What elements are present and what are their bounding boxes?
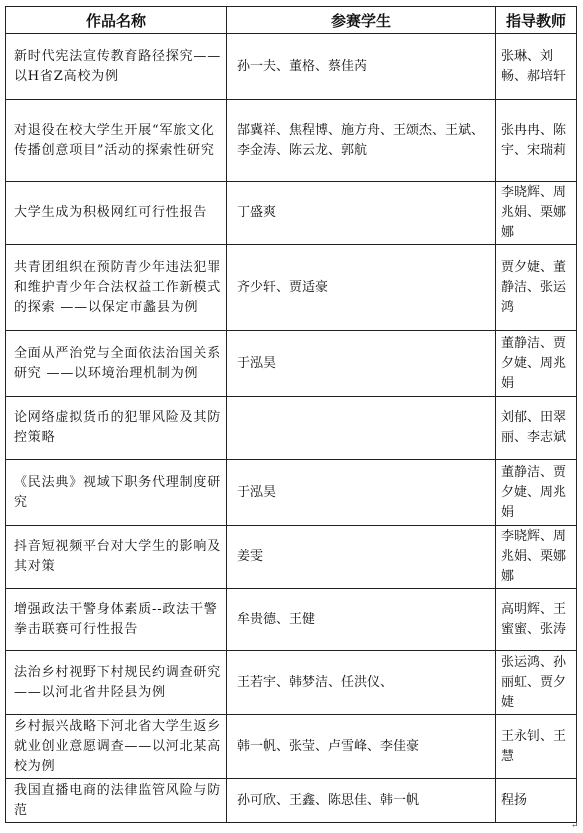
advisors-cell: 张琳、刘畅、郝培轩 [496, 34, 577, 100]
table-header-row [6, 7, 577, 34]
advisors-cell: 董静洁、贾夕婕、周兆娟 [496, 460, 577, 526]
advisors-cell: 张运鸿、孙丽虹、贾夕婕 [496, 651, 577, 715]
paragraph-mark-icon: ↵ [571, 821, 579, 831]
header-work: 作品名称 [6, 7, 227, 34]
work-title: 《民法典》视域下职务代理制度研究 [6, 460, 227, 526]
table-row [6, 651, 577, 715]
advisors-cell: 贾夕婕、董静洁、张运鸿 [496, 245, 577, 331]
advisors-cell: 张冉冉、陈宇、宋瑞莉 [496, 100, 577, 182]
work-title: 抖音短视频平台对大学生的影响及其对策 [6, 526, 227, 589]
students-cell: 孙一夫、董格、蔡佳芮 [227, 34, 496, 100]
students-cell: 郜冀祥、焦程博、施方舟、王颂杰、王斌、李金涛、陈云龙、郭航 [227, 100, 496, 182]
table-row [6, 100, 577, 182]
advisors-cell: 王永钊、王慧 [496, 715, 577, 779]
advisors-cell: 高明辉、王蜜蜜、张涛 [496, 589, 577, 651]
table-row [6, 526, 577, 589]
students-cell: 孙可欣、王鑫、陈思佳、韩一帆 [227, 779, 496, 823]
work-title: 我国直播电商的法律监管风险与防范 [6, 779, 227, 823]
work-title: 乡村振兴战略下河北省大学生返乡就业创业意愿调查——以河北某高校为例 [6, 715, 227, 779]
work-title: 论网络虚拟货币的犯罪风险及其防控策略 [6, 397, 227, 460]
table-row [6, 182, 577, 245]
table-row [6, 34, 577, 100]
advisors-cell: 刘郁、田翠丽、李志斌 [496, 397, 577, 460]
work-title: 增强政法干警身体素质--政法干警拳击联赛可行性报告 [6, 589, 227, 651]
header-advisors: 指导教师 [496, 7, 577, 34]
students-cell: 王若宇、韩梦洁、任洪仪、 [227, 651, 496, 715]
students-cell [227, 397, 496, 460]
work-title: 法治乡村视野下村规民约调查研究——以河北省井陉县为例 [6, 651, 227, 715]
awards-table [5, 6, 577, 823]
work-title: 新时代宪法宣传教育路径探究——以H省Z高校为例 [6, 34, 227, 100]
work-title: 共青团组织在预防青少年违法犯罪和维护青少年合法权益工作新模式的探索 ——以保定市蠡县为例 [6, 245, 227, 331]
table-row [6, 589, 577, 651]
students-cell: 于泓昊 [227, 460, 496, 526]
table-row [6, 460, 577, 526]
students-cell: 于泓昊 [227, 331, 496, 397]
advisors-cell: 李晓辉、周兆娟、栗娜娜 [496, 182, 577, 245]
table-row [6, 715, 577, 779]
table-row [6, 331, 577, 397]
table-row [6, 397, 577, 460]
header-students: 参赛学生 [227, 7, 496, 34]
work-title: 全面从严治党与全面依法治国关系研究 ——以环境治理机制为例 [6, 331, 227, 397]
advisors-cell: 董静洁、贾夕婕、周兆娟 [496, 331, 577, 397]
students-cell: 齐少轩、贾适豪 [227, 245, 496, 331]
advisors-cell: 程扬 [496, 779, 577, 823]
table-row [6, 245, 577, 331]
students-cell: 姜雯 [227, 526, 496, 589]
students-cell: 牟贵德、王健 [227, 589, 496, 651]
table-row [6, 779, 577, 823]
work-title: 对退役在校大学生开展“军旅文化传播创意项目”活动的探索性研究 [6, 100, 227, 182]
students-cell: 韩一帆、张莹、卢雪峰、李佳豪 [227, 715, 496, 779]
work-title: 大学生成为积极网红可行性报告 [6, 182, 227, 245]
advisors-cell: 李晓辉、周兆娟、栗娜娜 [496, 526, 577, 589]
students-cell: 丁盛爽 [227, 182, 496, 245]
